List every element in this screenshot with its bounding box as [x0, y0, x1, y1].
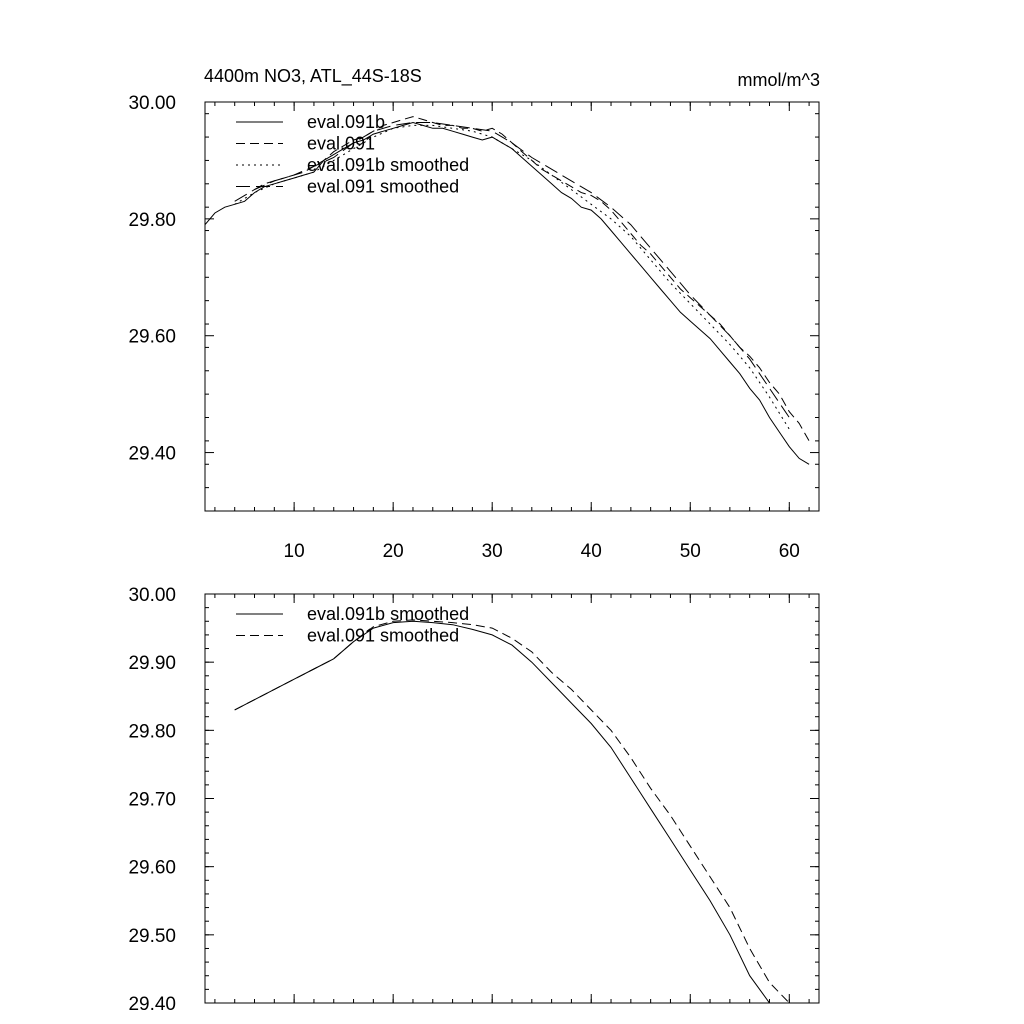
plot-border	[205, 594, 819, 1003]
x-tick-label: 20	[382, 541, 404, 562]
legend-label: eval.091b	[307, 112, 386, 132]
y-tick-label: 29.80	[128, 209, 176, 231]
legend	[236, 112, 469, 197]
axis-ticks	[205, 102, 819, 511]
y-tick-label: 30.00	[128, 93, 176, 114]
x-tick-label: 60	[778, 541, 800, 562]
series-line-0	[205, 123, 809, 465]
series-line-0	[235, 621, 790, 1003]
plot-frame	[205, 594, 819, 1003]
legend-label: eval.091 smoothed	[307, 625, 460, 646]
legend-label: eval.091	[307, 133, 376, 154]
y-tick-label: 29.80	[128, 721, 176, 743]
legend-label: eval.091 smoothed	[307, 176, 460, 197]
axis-ticks	[205, 594, 819, 1003]
plot-frame	[205, 102, 819, 511]
x-tick-label: 50	[679, 541, 701, 562]
series-line-1	[235, 620, 790, 1003]
y-axis-tick-labels	[128, 93, 176, 465]
legend	[236, 604, 469, 646]
y-tick-label: 29.40	[128, 443, 176, 465]
y-tick-label: 29.70	[128, 789, 176, 811]
chart-title: 4400m NO3, ATL_44S-18S	[204, 66, 422, 86]
bottom-chart-panel	[128, 585, 819, 1015]
y-axis-tick-labels	[128, 585, 176, 1015]
x-tick-label: 10	[283, 541, 305, 562]
series-lines	[235, 620, 790, 1003]
y-tick-label: 29.60	[128, 857, 176, 879]
series-lines	[205, 117, 809, 465]
y-tick-label: 29.90	[128, 653, 176, 675]
units-label: mmol/m^3	[737, 70, 820, 90]
x-tick-label: 30	[481, 541, 503, 562]
y-tick-label: 29.50	[128, 925, 176, 947]
y-tick-label: 29.40	[128, 994, 176, 1015]
top-chart-panel	[128, 66, 820, 562]
x-tick-label: 40	[580, 541, 602, 562]
legend-label: eval.091b smoothed	[307, 155, 470, 175]
y-tick-label: 30.00	[128, 585, 176, 606]
legend-label: eval.091b smoothed	[307, 604, 470, 624]
y-tick-label: 29.60	[128, 326, 176, 348]
x-axis-tick-labels	[284, 541, 800, 562]
plot-border	[205, 102, 819, 511]
